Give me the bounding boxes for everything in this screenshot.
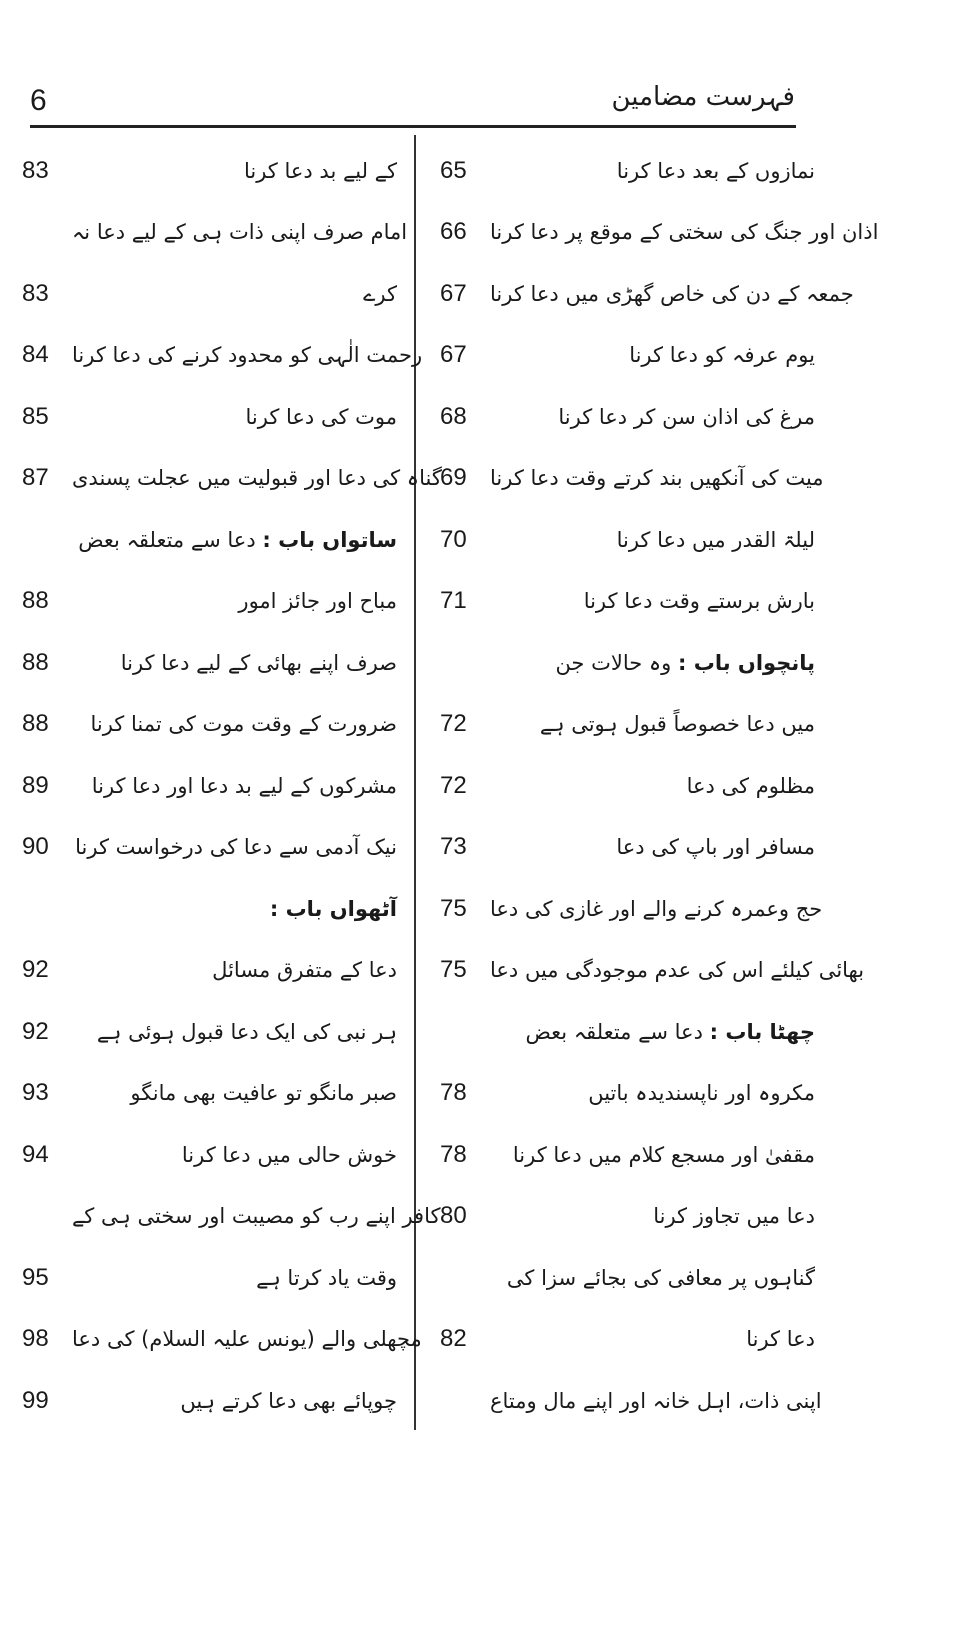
toc-page-number: 95 bbox=[22, 1263, 49, 1291]
toc-page-number: 98 bbox=[22, 1325, 49, 1353]
page-number: 6 bbox=[30, 84, 47, 117]
toc-page-number: 71 bbox=[440, 587, 467, 615]
toc-entry bbox=[22, 202, 408, 264]
toc-entry-title: دعا کرنا bbox=[746, 1327, 815, 1352]
toc-entry bbox=[440, 817, 815, 879]
toc-page-number: 85 bbox=[22, 402, 49, 430]
toc-chapter-heading bbox=[440, 632, 815, 694]
toc-entry-title: نمازوں کے بعد دعا کرنا bbox=[616, 158, 815, 183]
chapter-subtitle: دعا سے متعلقہ بعض bbox=[525, 1019, 703, 1044]
chapter-subtitle: دعا سے متعلقہ بعض bbox=[78, 527, 256, 552]
toc-entry-title: رحمت الٰہی کو محدود کرنے کی دعا کرنا bbox=[72, 343, 423, 368]
toc-entry-title: مسافر اور باپ کی دعا bbox=[616, 835, 815, 860]
toc-page-number: 99 bbox=[22, 1386, 49, 1414]
toc-entry-title: جمعہ کے دن کی خاص گھڑی میں دعا کرنا bbox=[490, 281, 854, 306]
toc-entry bbox=[440, 325, 815, 387]
toc-entry bbox=[440, 878, 823, 940]
toc-page-number: 89 bbox=[22, 771, 49, 799]
toc-entry bbox=[22, 1309, 422, 1371]
toc-entry-title: کرے bbox=[363, 281, 397, 306]
toc-entry-title: کے لیے بد دعا کرنا bbox=[243, 158, 397, 183]
toc-entry-title: مکروہ اور ناپسندیدہ باتیں bbox=[588, 1081, 815, 1106]
toc-entry bbox=[440, 1124, 815, 1186]
toc-page-number: 65 bbox=[440, 156, 467, 184]
toc-entry bbox=[22, 817, 397, 879]
toc-entry bbox=[22, 263, 397, 325]
chapter-label: ساتواں باب : bbox=[262, 527, 397, 552]
toc-entry bbox=[440, 1186, 815, 1248]
toc-page-number: 94 bbox=[22, 1140, 49, 1168]
toc-entry bbox=[440, 1309, 815, 1371]
toc-page-number: 88 bbox=[22, 710, 49, 738]
toc-page-number: 88 bbox=[22, 587, 49, 615]
toc-entry bbox=[440, 448, 824, 510]
toc-entry-title: کافر اپنے رب کو مصیبت اور سختی ہی کے bbox=[72, 1204, 441, 1229]
toc-entry bbox=[440, 1370, 822, 1432]
toc-page-number: 78 bbox=[440, 1140, 467, 1168]
chapter-label: چھٹا باب : bbox=[709, 1019, 815, 1044]
toc-entry bbox=[22, 1247, 397, 1309]
toc-page-number: 83 bbox=[22, 156, 49, 184]
toc-entry-title: صبر مانگو تو عافیت بھی مانگو bbox=[130, 1081, 397, 1106]
chapter-heading bbox=[72, 897, 397, 921]
toc-page-number: 84 bbox=[22, 341, 49, 369]
toc-entry bbox=[440, 386, 815, 448]
toc-page-number: 78 bbox=[440, 1079, 467, 1107]
column-divider bbox=[414, 135, 416, 1430]
toc-page-number: 82 bbox=[440, 1325, 467, 1353]
toc-page-number: 75 bbox=[440, 894, 467, 922]
toc-entry bbox=[22, 694, 397, 756]
toc-entry bbox=[440, 940, 865, 1002]
toc-entry-title: چوپائے بھی دعا کرتے ہیں bbox=[180, 1388, 397, 1413]
toc-entry-title: موت کی دعا کرنا bbox=[245, 404, 397, 429]
toc-entry bbox=[22, 448, 442, 510]
toc-entry-title: میت کی آنکھیں بند کرتے وقت دعا کرنا bbox=[490, 466, 824, 491]
toc-entry-title: امام صرف اپنی ذات ہی کے لیے دعا نہ bbox=[72, 220, 408, 245]
toc-entry-title: لیلۃ القدر میں دعا کرنا bbox=[616, 527, 815, 552]
toc-entry bbox=[22, 940, 397, 1002]
page-title: فہرست مضامین bbox=[611, 82, 795, 112]
toc-entry bbox=[440, 755, 815, 817]
toc-entry bbox=[22, 1370, 397, 1432]
toc-entry-title: یوم عرفہ کو دعا کرنا bbox=[629, 343, 815, 368]
toc-page-number: 67 bbox=[440, 279, 467, 307]
toc-page-number: 83 bbox=[22, 279, 49, 307]
toc-chapter-heading bbox=[440, 1001, 815, 1063]
toc-entry bbox=[22, 386, 397, 448]
toc-entry-title: بھائی کیلئے اس کی عدم موجودگی میں دعا bbox=[490, 958, 865, 983]
toc-entry-title: صرف اپنے بھائی کے لیے دعا کرنا bbox=[120, 650, 397, 675]
toc-entry-title: گناہ کی دعا اور قبولیت میں عجلت پسندی bbox=[72, 466, 442, 491]
toc-entry-title: نیک آدمی سے دعا کی درخواست کرنا bbox=[75, 835, 397, 860]
toc-entry bbox=[440, 140, 815, 202]
toc-entry-title: مچھلی والے (یونس علیہ السلام) کی دعا bbox=[72, 1327, 422, 1352]
chapter-heading bbox=[490, 1020, 815, 1044]
chapter-heading bbox=[72, 528, 397, 552]
toc-entry-title: ہر نبی کی ایک دعا قبول ہوئی ہے bbox=[96, 1019, 397, 1044]
toc-page-number: 75 bbox=[440, 956, 467, 984]
toc-entry bbox=[440, 263, 854, 325]
toc-entry-title: خوش حالی میں دعا کرنا bbox=[181, 1142, 397, 1167]
toc-page-number: 68 bbox=[440, 402, 467, 430]
toc-entry bbox=[22, 755, 397, 817]
toc-chapter-heading bbox=[22, 878, 397, 940]
toc-entry-title: گناہوں پر معافی کی بجائے سزا کی bbox=[506, 1265, 815, 1290]
toc-page-number: 69 bbox=[440, 464, 467, 492]
toc-entry bbox=[440, 694, 815, 756]
header-rule bbox=[30, 125, 796, 128]
toc-page-number: 66 bbox=[440, 218, 467, 246]
toc-entry-title: اپنی ذات، اہل خانہ اور اپنے مال ومتاع bbox=[490, 1388, 822, 1413]
toc-page-number: 80 bbox=[440, 1202, 467, 1230]
toc-entry-title: مقفیٰ اور مسجع کلام میں دعا کرنا bbox=[512, 1142, 815, 1167]
toc-entry-title: ضرورت کے وقت موت کی تمنا کرنا bbox=[90, 712, 397, 737]
toc-entry bbox=[440, 509, 815, 571]
toc-entry-title: وقت یاد کرتا ہے bbox=[256, 1265, 397, 1290]
toc-entry bbox=[22, 1063, 397, 1125]
toc-chapter-heading bbox=[22, 509, 397, 571]
toc-page-number: 67 bbox=[440, 341, 467, 369]
toc-entry bbox=[440, 1063, 815, 1125]
toc-right-column bbox=[440, 140, 879, 1432]
toc-left-column bbox=[22, 140, 442, 1432]
toc-entry-title: اذان اور جنگ کی سختی کے موقع پر دعا کرنا bbox=[490, 220, 879, 245]
toc-entry-title: دعا کے متفرق مسائل bbox=[212, 958, 397, 983]
toc-page-number: 72 bbox=[440, 710, 467, 738]
toc-entry bbox=[22, 632, 397, 694]
toc-page-number: 90 bbox=[22, 833, 49, 861]
toc-entry bbox=[22, 1124, 397, 1186]
toc-entry bbox=[440, 202, 879, 264]
chapter-subtitle: وہ حالات جن bbox=[555, 650, 672, 675]
toc-entry bbox=[22, 325, 423, 387]
toc-entry-title: بارش برستے وقت دعا کرنا bbox=[583, 589, 815, 614]
toc-entry bbox=[22, 1186, 441, 1248]
toc-page-number: 73 bbox=[440, 833, 467, 861]
toc-entry-title: مرغ کی اذان سن کر دعا کرنا bbox=[558, 404, 815, 429]
toc-page-number: 72 bbox=[440, 771, 467, 799]
toc-entry-title: مباح اور جائز امور bbox=[238, 589, 397, 614]
toc-entry bbox=[22, 140, 397, 202]
toc-page-number: 70 bbox=[440, 525, 467, 553]
toc-page-number: 93 bbox=[22, 1079, 49, 1107]
chapter-label: آٹھواں باب : bbox=[269, 896, 397, 921]
toc-entry-title: حج وعمرہ کرنے والے اور غازی کی دعا bbox=[490, 896, 823, 921]
toc-page-number: 92 bbox=[22, 1017, 49, 1045]
toc-entry-title: میں دعا خصوصاً قبول ہوتی ہے bbox=[539, 712, 815, 737]
toc-page-number: 87 bbox=[22, 464, 49, 492]
toc-entry bbox=[22, 1001, 397, 1063]
toc-page-number: 92 bbox=[22, 956, 49, 984]
toc-entry-title: دعا میں تجاوز کرنا bbox=[653, 1204, 815, 1229]
chapter-label: پانچواں باب : bbox=[678, 650, 815, 675]
toc-entry-title: مظلوم کی دعا bbox=[686, 773, 815, 798]
toc-entry-title: مشرکوں کے لیے بد دعا اور دعا کرنا bbox=[91, 773, 397, 798]
chapter-heading bbox=[490, 651, 815, 675]
toc-page-number: 88 bbox=[22, 648, 49, 676]
toc-entry bbox=[22, 571, 397, 633]
toc-entry bbox=[440, 571, 815, 633]
toc-entry bbox=[440, 1247, 815, 1309]
